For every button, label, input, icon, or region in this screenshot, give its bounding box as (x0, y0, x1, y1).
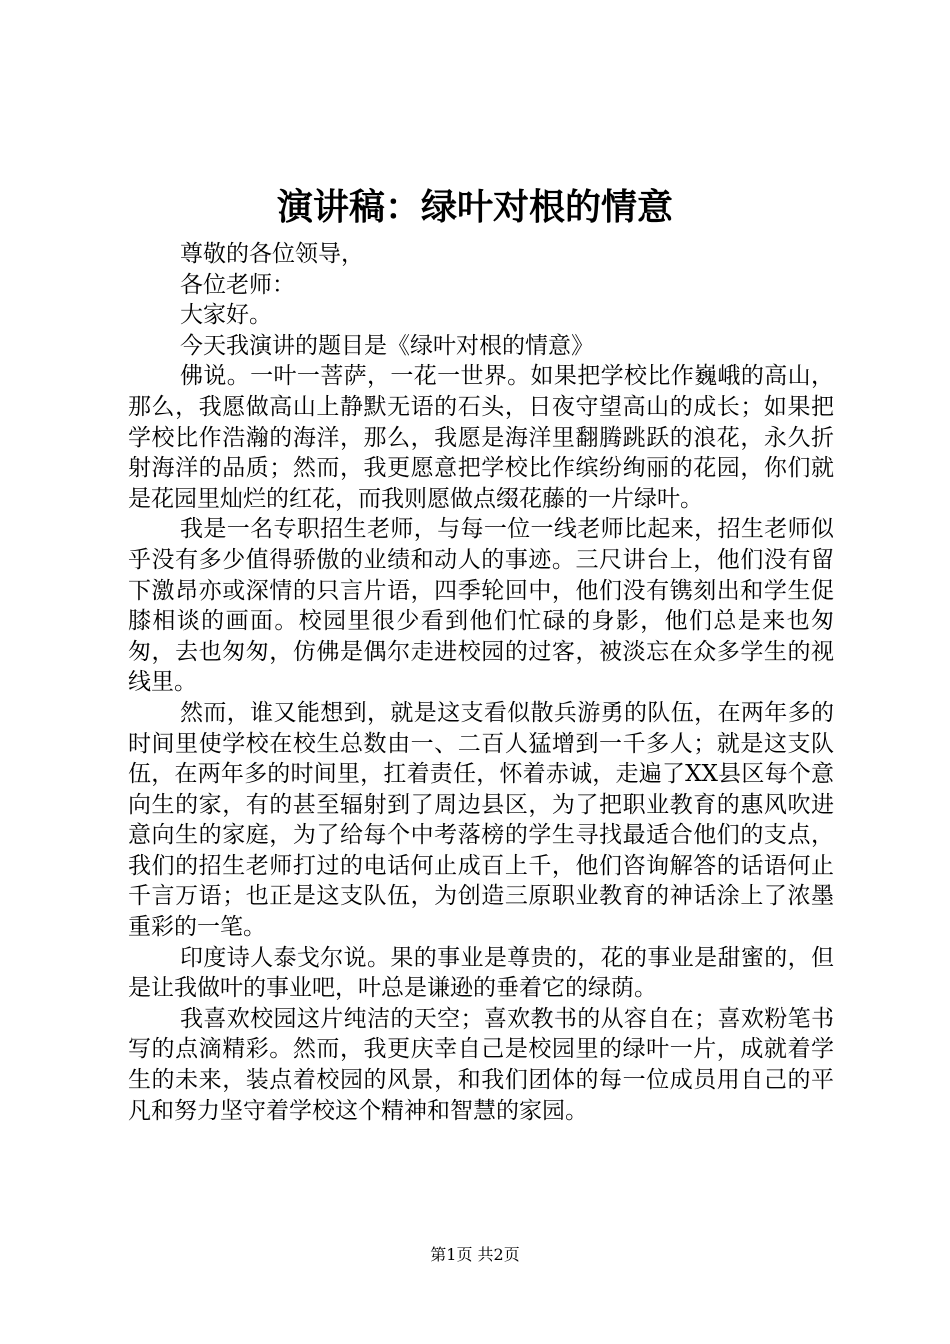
body-paragraph: 我喜欢校园这片纯洁的天空；喜欢教书的从容自在；喜欢粉笔书写的点滴精彩。然而，我更庆幸自己是校园里的绿叶一片，成就着学生的未来，装点着校园的风景，和我们团体的每一位成员用自己的平凡和努力坚守着学校这个精神和智慧的家园。 (128, 1005, 834, 1124)
speech-topic: 今天我演讲的题目是《绿叶对根的情意》 (180, 332, 594, 359)
body-paragraph: 我是一名专职招生老师，与每一位一线老师比起来，招生老师似乎没有多少值得骄傲的业绩和动人的事迹。三尺讲台上，他们没有留下激昂亦或深情的只言片语，四季轮回中，他们没有镌刻出和学生促膝相谈的画面。校园里很少看到他们忙碌的身影，他们总是来也匆匆，去也匆匆，仿佛是偶尔走进校园的过客，被淡忘在众多学生的视线里。 (128, 516, 834, 696)
page-number-footer: 第1页 共2页 (430, 1245, 520, 1264)
document-body (128, 239, 834, 1126)
body-paragraph: 印度诗人泰戈尔说。果的事业是尊贵的，花的事业是甜蜜的，但是让我做叶的事业吧，叶总是谦逊的垂着它的绿荫。 (128, 944, 834, 1002)
salutation-leaders: 尊敬的各位领导， (180, 241, 364, 267)
document-title: 演讲稿：绿叶对根的情意 (276, 186, 673, 228)
body-paragraph: 佛说。一叶一菩萨，一花一世界。如果把学校比作巍峨的高山，那么，我愿做高山上静默无语的石头，日夜守望高山的成长；如果把学校比作浩瀚的海洋，那么，我愿是海洋里翻腾跳跃的浪花，永久折射海洋的品质；然而，我更愿意把学校比作缤纷绚丽的花园，你们就是花园里灿烂的红花，而我则愿做点缀花藤的一片绿叶。 (128, 363, 834, 512)
greeting: 大家好。 (180, 302, 272, 329)
salutation-teachers: 各位老师： (180, 271, 295, 298)
body-paragraph: 然而，谁又能想到，就是这支看似散兵游勇的队伍，在两年多的时间里使学校在校生总数由一、二百人猛增到一千多人；就是这支队伍，在两年多的时间里，扛着责任，怀着赤诚，走遍了XX县区每个意向生的家，有的甚至辐射到了周边县区，为了把职业教育的惠风吹进意向生的家庭，为了给每个中考落榜的学生寻找最适合他们的支点，我们的招生老师打过的电话何止成百上千，他们咨询解答的话语何止千言万语；也正是这支队伍，为创造三原职业教育的神话涂上了浓墨重彩的一笔。 (128, 699, 834, 941)
